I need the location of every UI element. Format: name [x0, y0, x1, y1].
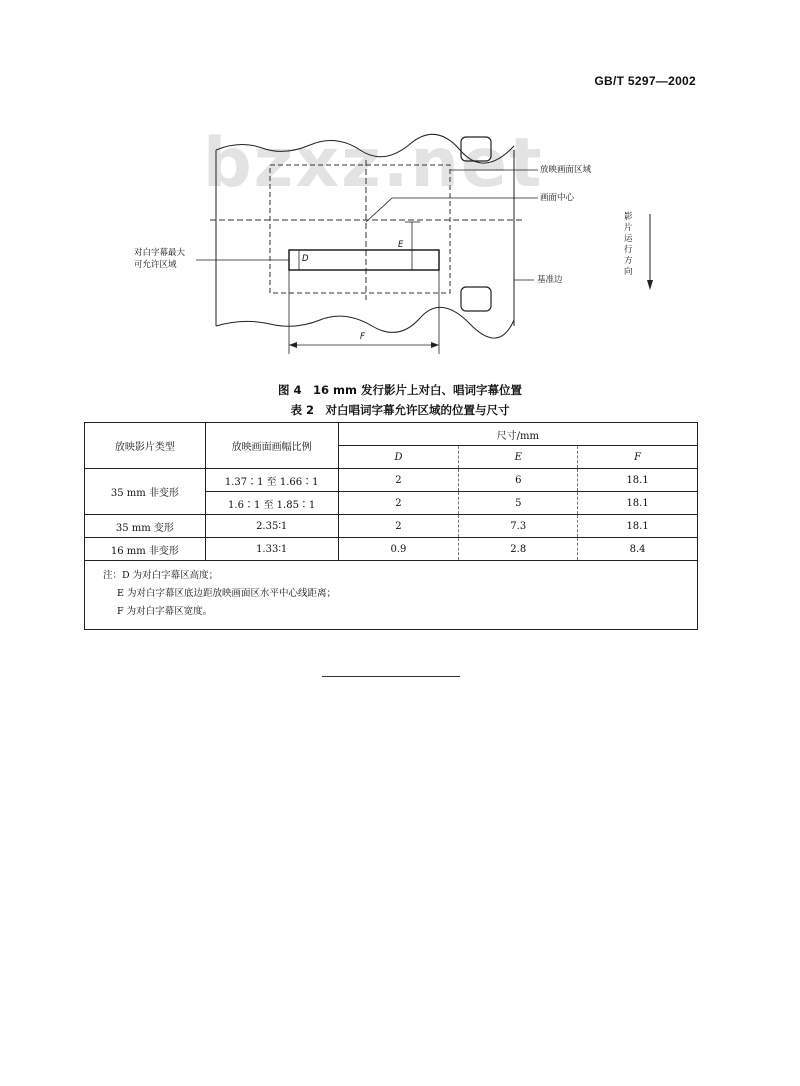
- cell-D: 2: [338, 492, 459, 515]
- label-dim-D: D: [302, 254, 309, 264]
- cell-ratio: 2.35∶1: [205, 515, 338, 538]
- projection-area-outline: [270, 165, 450, 293]
- cell-E: 7.3: [459, 515, 578, 538]
- perforation-top: [461, 137, 491, 161]
- header-dimensions: 尺寸/mm: [338, 423, 697, 446]
- cell-E: 2.8: [459, 538, 578, 561]
- cell-ratio: 1.33∶1: [205, 538, 338, 561]
- note-line-F: F 为对白字幕区宽度。: [117, 606, 213, 617]
- cell-type: 35 mm 非变形: [85, 469, 206, 515]
- label-picture-center: 画面中心: [540, 193, 575, 203]
- label-max-subtitle-area-2: 可允许区域: [134, 260, 177, 270]
- header-E: E: [459, 446, 578, 469]
- label-dim-E: E: [398, 240, 404, 250]
- label-reference-edge: 基准边: [537, 275, 563, 285]
- cell-F: 18.1: [578, 492, 698, 515]
- cell-F: 18.1: [578, 469, 698, 492]
- label-film-direction: 影片运行方向: [624, 212, 633, 277]
- figure-caption: 图 4 16 mm 发行影片上对白、唱词字幕位置: [278, 383, 522, 397]
- label-projection-area: 放映画面区域: [540, 165, 592, 175]
- table-caption: 表 2 对白唱词字幕允许区域的位置与尺寸: [290, 403, 510, 417]
- header-aspect-ratio: 放映画面画幅比例: [205, 423, 338, 469]
- label-max-subtitle-area-1: 对白字幕最大: [134, 248, 186, 258]
- table-row: [85, 515, 698, 538]
- end-rule: [322, 676, 460, 677]
- watermark: bzxz.net: [203, 124, 544, 203]
- cell-E: 5: [459, 492, 578, 515]
- cell-F: 8.4: [578, 538, 698, 561]
- film-subtitle-diagram: [0, 0, 800, 380]
- table-row: [85, 538, 698, 561]
- dimensions-table: [84, 422, 698, 630]
- note-line-D: 注：D 为对白字幕区高度；: [103, 570, 219, 581]
- note-line-E: E 为对白字幕区底边距放映画面区水平中心线距离；: [117, 588, 336, 599]
- header-film-type: 放映影片类型: [85, 423, 206, 469]
- leader-picture-center: [366, 198, 538, 222]
- label-dim-F: F: [360, 332, 365, 342]
- perforation-bottom: [461, 287, 491, 311]
- header-F: F: [578, 446, 698, 469]
- cell-F: 18.1: [578, 515, 698, 538]
- table-row: [85, 469, 698, 492]
- cell-type: 16 mm 非变形: [85, 538, 206, 561]
- cell-ratio: 1.6∶1 至 1.85∶1: [205, 492, 338, 515]
- header-D: D: [338, 446, 459, 469]
- subtitle-area-box: [289, 250, 439, 270]
- standard-number: GB/T 5297—2002: [594, 74, 696, 88]
- cell-D: 0.9: [338, 538, 459, 561]
- cell-type: 35 mm 变形: [85, 515, 206, 538]
- film-strip: [216, 134, 514, 338]
- cell-D: 2: [338, 469, 459, 492]
- table-notes: [85, 561, 698, 630]
- cell-E: 6: [459, 469, 578, 492]
- cell-ratio: 1.37∶1 至 1.66∶1: [205, 469, 338, 492]
- cell-D: 2: [338, 515, 459, 538]
